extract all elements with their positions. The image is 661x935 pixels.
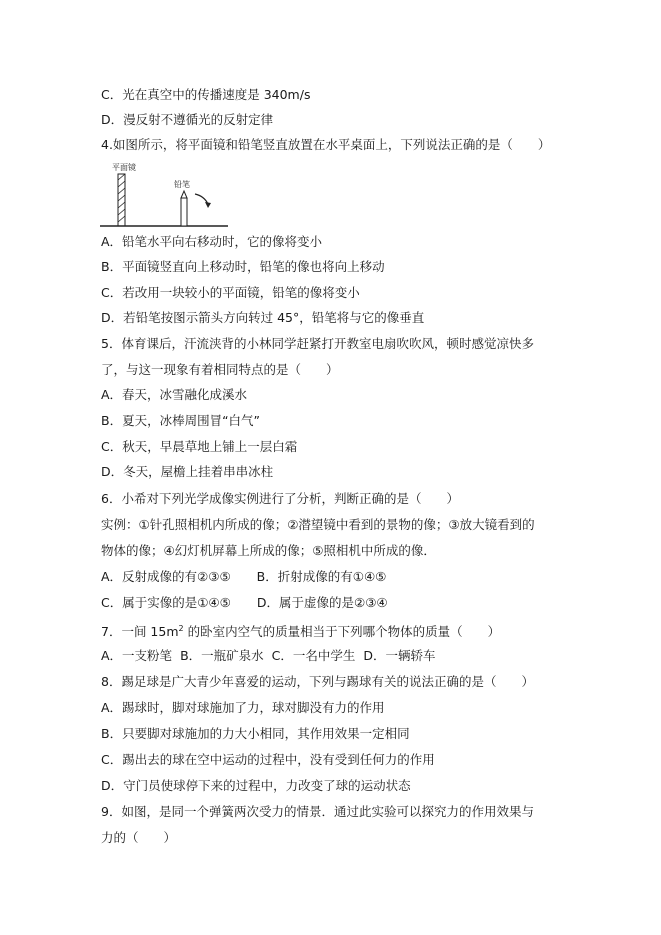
line-d-diffuse: D．漫反射不遵循光的反射定律 — [101, 112, 274, 127]
question-7 — [101, 620, 500, 641]
q6-options-cd — [101, 594, 388, 612]
q7-option-d: D．一辆轿车 — [363, 648, 436, 663]
q4-option-b: B．平面镜竖直向上移动时，铅笔的像也将向上移动 — [101, 259, 385, 274]
q6-option-b: B．折射成像的有①④⑤ — [256, 569, 387, 584]
question-9-line-2: 力的（ ） — [101, 830, 177, 845]
q7-option-c: C．一名中学生 — [271, 648, 356, 663]
mirror-label: 平面镜 — [112, 163, 136, 172]
q7-options — [101, 647, 436, 665]
q5-option-b: B．夏天，冰棒周围冒“白气” — [101, 413, 261, 428]
q7-option-b: B．一瓶矿泉水 — [180, 648, 264, 663]
q4-option-a: A．铅笔水平向右移动时，它的像将变小 — [101, 234, 323, 249]
line-c-speed: C．光在真空中的传播速度是 340m/s — [101, 87, 311, 102]
q8-option-d: D．守门员使球停下来的过程中，力改变了球的运动状态 — [101, 778, 411, 793]
arrow-head — [205, 202, 211, 208]
q8-option-b: B．只要脚对球施加的力大小相同，其作用效果一定相同 — [101, 726, 410, 741]
q7-suffix: 的卧室内空气的质量相当于下列哪个物体的质量（ ） — [183, 624, 501, 640]
mirror-pencil-figure — [100, 160, 230, 228]
q5-option-d: D．冬天，屋檐上挂着串串冰柱 — [101, 464, 274, 479]
q8-option-c: C．踢出去的球在空中运动的过程中，没有受到任何力的作用 — [101, 752, 435, 767]
q7-option-a: A．一支粉笔 — [101, 648, 173, 663]
pencil — [181, 198, 187, 226]
q6-option-d: D．属于虚像的是②③④ — [256, 595, 388, 610]
question-5-line-1: 5．体育课后，汗流浃背的小林同学赶紧打开教室电扇吹吹风，顿时感觉凉快多 — [101, 336, 534, 351]
pencil-tip — [181, 191, 187, 198]
q4-option-d: D．若铅笔按图示箭头方向转过 45°，铅笔将与它的像垂直 — [101, 310, 425, 325]
q6-options-ab — [101, 568, 386, 586]
question-4: 4.如图所示，将平面镜和铅笔竖直放置在水平桌面上，下列说法正确的是（ ） — [101, 137, 551, 152]
question-6: 6．小希对下列光学成像实例进行了分析，判断正确的是（ ） — [101, 491, 459, 506]
q6-examples-line-1: 实例：①针孔照相机内所成的像；②潜望镜中看到的景物的像；③放大镜看到的 — [101, 517, 535, 532]
q6-option-c: C．属于实像的是①④⑤ — [101, 595, 231, 610]
q4-option-c: C．若改用一块较小的平面镜，铅笔的像将变小 — [101, 285, 360, 300]
q5-option-c: C．秋天，早晨草地上铺上一层白霜 — [101, 439, 298, 454]
q6-examples-line-2: 物体的像；④幻灯机屏幕上所成的像；⑤照相机中所成的像． — [101, 543, 436, 558]
q7-prefix: 7．一间 15m — [101, 624, 179, 640]
q5-option-a: A．春天，冰雪融化成溪水 — [101, 387, 248, 402]
question-5-line-2: 了，与这一现象有着相同特点的是（ ） — [101, 362, 339, 377]
q7-superscript: 2 — [178, 624, 184, 633]
q8-option-a: A．踢球时，脚对球施加了力，球对脚没有力的作用 — [101, 700, 385, 715]
question-8: 8．踢足球是广大青少年喜爱的运动，下列与踢球有关的说法正确的是（ ） — [101, 674, 534, 689]
q6-option-a: A．反射成像的有②③⑤ — [101, 569, 231, 584]
question-9-line-1: 9．如图，是同一个弹簧两次受力的情景．通过此实验可以探究力的作用效果与 — [101, 804, 534, 819]
pencil-label: 铅笔 — [174, 180, 190, 189]
